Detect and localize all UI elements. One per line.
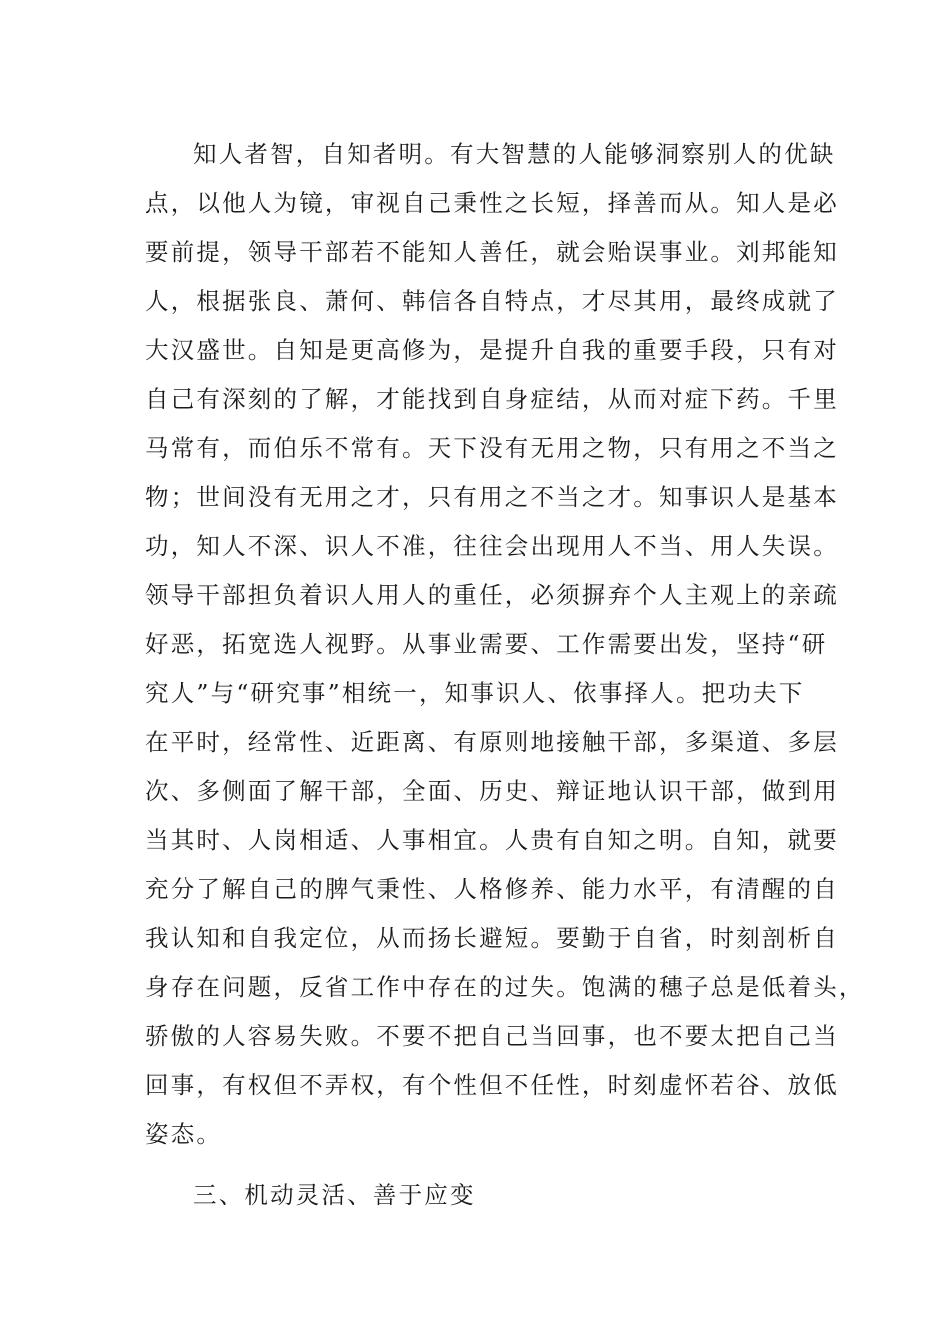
section-heading: 三、机动灵活、善于应变 xyxy=(193,1181,476,1209)
paragraph-line-10: 领导干部担负着识人用人的重任，必须摒弃个人主观上的亲疏 xyxy=(145,581,839,609)
paragraph-line-20: 回事，有权但不弄权，有个性但不任性，时刻虚怀若谷、放低 xyxy=(145,1071,839,1099)
paragraph-line-1: 知人者智，自知者明。有大智慧的人能够洞察别人的优缺 xyxy=(193,140,836,168)
paragraph-line-17: 我认知和自我定位，从而扬长避短。要勤于自省，时刻剖析自 xyxy=(145,924,839,952)
paragraph-line-16: 充分了解自己的脾气秉性、人格修养、能力水平，有清醒的自 xyxy=(145,875,839,903)
paragraph-line-5: 大汉盛世。自知是更高修为，是提升自我的重要手段，只有对 xyxy=(145,336,839,364)
paragraph-line-7: 马常有，而伯乐不常有。天下没有无用之物，只有用之不当之 xyxy=(145,434,839,462)
paragraph-line-12: 究人”与“研究事”相统一，知事识人、依事择人。把功夫下 xyxy=(145,679,805,707)
paragraph-line-18: 身存在问题，反省工作中存在的过失。饱满的穗子总是低着头， xyxy=(145,973,865,1001)
paragraph-line-19: 骄傲的人容易失败。不要不把自己当回事，也不要太把自己当 xyxy=(145,1022,839,1050)
paragraph-line-4: 人，根据张良、萧何、韩信各自特点，才尽其用，最终成就了 xyxy=(145,287,839,315)
paragraph-line-21: 姿态。 xyxy=(145,1120,223,1148)
paragraph-line-11: 好恶，拓宽选人视野。从事业需要、工作需要出发，坚持“研 xyxy=(145,630,828,658)
paragraph-line-14: 次、多侧面了解干部，全面、历史、辩证地认识干部，做到用 xyxy=(145,777,839,805)
paragraph-line-9: 功，知人不深、识人不准，往往会出现用人不当、用人失误。 xyxy=(145,532,839,560)
paragraph-line-13: 在平时，经常性、近距离、有原则地接触干部，多渠道、多层 xyxy=(145,728,839,756)
paragraph-line-3: 要前提，领导干部若不能知人善任，就会贻误事业。刘邦能知 xyxy=(145,238,839,266)
paragraph-line-15: 当其时、人岗相适、人事相宜。人贵有自知之明。自知，就要 xyxy=(145,826,839,854)
paragraph-line-2: 点，以他人为镜，审视自己秉性之长短，择善而从。知人是必 xyxy=(145,189,839,217)
paragraph-line-8: 物；世间没有无用之才，只有用之不当之才。知事识人是基本 xyxy=(145,483,839,511)
paragraph-line-6: 自己有深刻的了解，才能找到自身症结，从而对症下药。千里 xyxy=(145,385,839,413)
